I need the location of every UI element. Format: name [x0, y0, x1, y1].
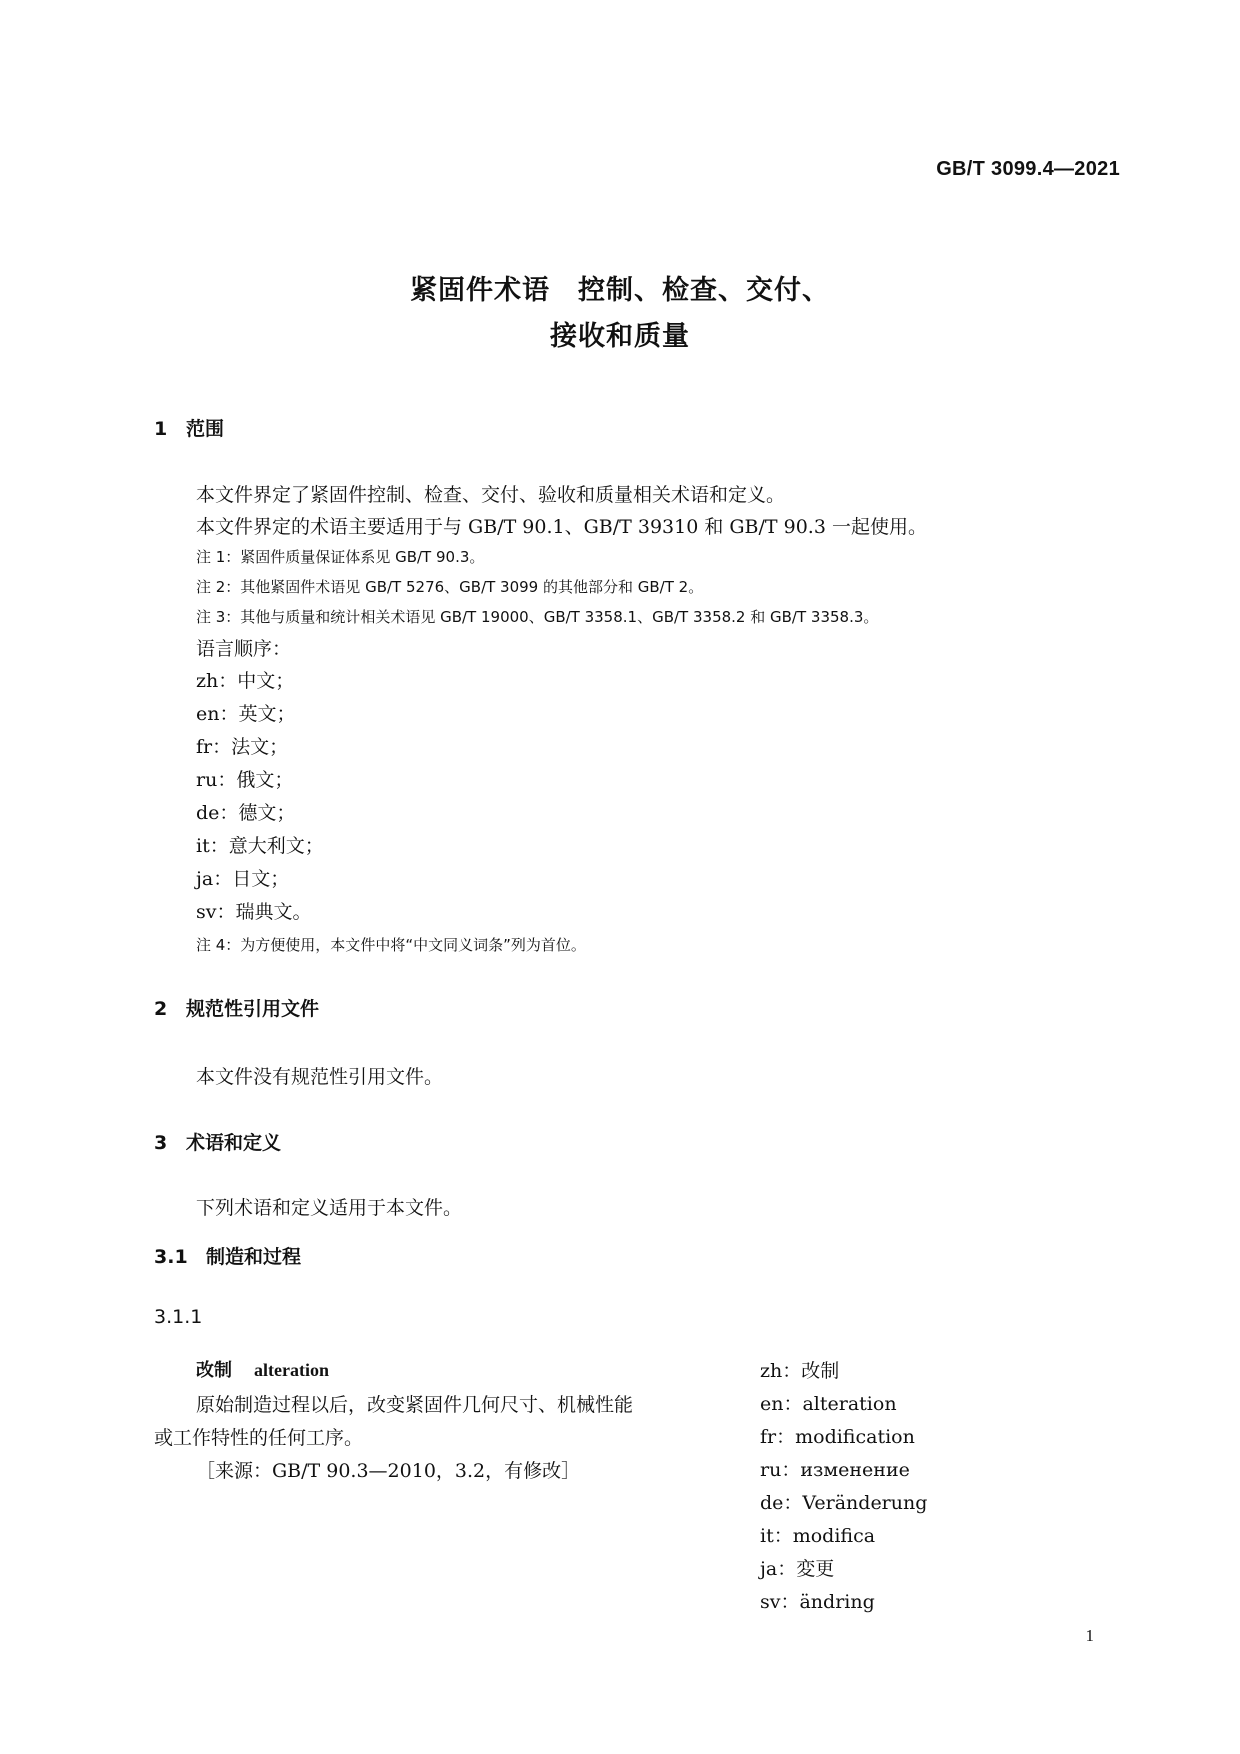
term-english: alteration [254, 1360, 329, 1380]
subsection-title: 制造和过程 [206, 1246, 302, 1268]
language-item: sv：瑞典文。 [196, 901, 312, 923]
section-1-heading [154, 414, 224, 441]
subsection-number: 3.1 [154, 1246, 188, 1268]
term-source: ［来源：GB/T 90.3—2010，3.2，有修改］ [196, 1460, 581, 1482]
language-item: it：意大利文； [196, 835, 324, 857]
section-number: 1 [154, 418, 168, 440]
language-item: ja：日文； [196, 868, 290, 890]
term-translation: en：alteration [760, 1393, 897, 1415]
term-chinese: 改制 [196, 1360, 232, 1381]
document-title-line-1: 紧固件术语 控制、检查、交付、 [410, 275, 830, 306]
terms-intro-paragraph: 下列术语和定义适用于本文件。 [196, 1197, 463, 1219]
language-item: en：英文； [196, 703, 296, 725]
note-4: 注 4：为方便使用，本文件中将“中文同义词条”列为首位。 [196, 936, 586, 954]
term-definition-line-1: 原始制造过程以后，改变紧固件几何尺寸、机械性能 [196, 1394, 634, 1416]
language-order-label: 语言顺序： [196, 638, 292, 660]
document-title-line-2: 接收和质量 [550, 321, 690, 352]
scope-paragraph-1: 本文件界定了紧固件控制、检查、交付、验收和质量相关术语和定义。 [196, 484, 786, 506]
language-item: zh：中文； [196, 670, 295, 692]
term-translation: ja：変更 [760, 1558, 835, 1580]
term-translation: zh：改制 [760, 1360, 840, 1382]
page-number: 1 [1085, 1626, 1094, 1645]
section-2-heading [154, 994, 319, 1021]
normative-references-paragraph: 本文件没有规范性引用文件。 [196, 1066, 444, 1088]
scope-paragraph-2: 本文件界定的术语主要适用于与 GB/T 90.1、GB/T 39310 和 GB/T 90.3 一起使用。 [196, 516, 927, 538]
section-title: 范围 [186, 418, 225, 440]
section-number: 2 [154, 998, 168, 1020]
section-3-heading [154, 1128, 281, 1155]
term-translation: ru：изменение [760, 1459, 910, 1481]
language-item: ru：俄文； [196, 769, 294, 791]
term-translation: de：Veränderung [760, 1492, 928, 1514]
term-definition-line-2: 或工作特性的任何工序。 [154, 1427, 364, 1449]
language-item: de：德文； [196, 802, 296, 824]
section-number: 3 [154, 1132, 168, 1154]
section-title: 规范性引用文件 [186, 998, 320, 1020]
term-heading [196, 1356, 329, 1382]
note-3: 注 3：其他与质量和统计相关术语见 GB/T 19000、GB/T 3358.1、GB/T 3358.2 和 GB/T 3358.3。 [196, 608, 879, 626]
subsection-3-1-heading [154, 1242, 301, 1269]
note-1: 注 1：紧固件质量保证体系见 GB/T 90.3。 [196, 548, 485, 566]
term-entry-number: 3.1.1 [154, 1306, 203, 1328]
term-translation: it：modifica [760, 1525, 876, 1547]
note-2: 注 2：其他紧固件术语见 GB/T 5276、GB/T 3099 的其他部分和 GB/T 2。 [196, 578, 704, 596]
language-item: fr：法文； [196, 736, 289, 758]
term-translation: sv：ändring [760, 1591, 875, 1613]
standard-number: GB/T 3099.4—2021 [936, 158, 1120, 180]
term-translation: fr：modification [760, 1426, 915, 1448]
section-title: 术语和定义 [186, 1132, 282, 1154]
